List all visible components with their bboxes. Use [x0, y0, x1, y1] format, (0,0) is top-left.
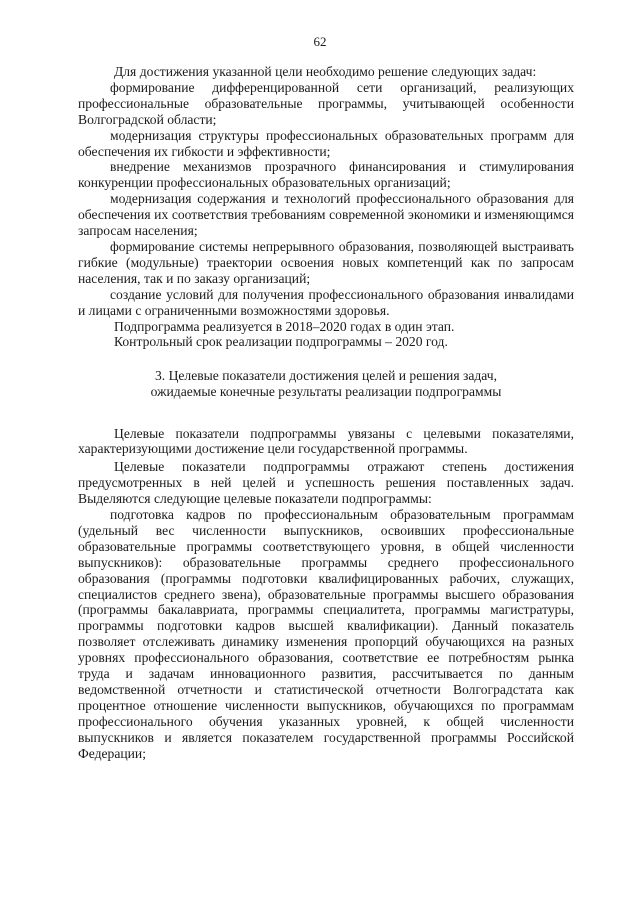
- section-heading-line2: ожидаемые конечные результаты реализации подпрограммы: [150, 383, 502, 399]
- paragraph-indicator-training: подготовка кадров по профессиональным образовательным программам (удельный вес численности выпускников, освоивших профессиональные образовательные программы соответствующего уровня, в общей численности выпускников): образовательные программы среднего профессионального образования (программы подготовки квалифицированных рабочих, служащих, специалистов среднего звена), образовательные программы высшего образования (программы бакалавриата, программы специалитета, программы магистратуры, программы подготовки кадров высшей квалификации). Данный показатель позволяет отслеживать динамику изменения пропорций обучающихся на разных уровнях профессионального образования, соответствие ее потребностям рынка труда и задачам инновационного развития, рассчитывается по данным ведомственной отчетности и статистической отчетности Волгоградстата как процентное отношение численности выпускников, обучающихся по программам профессионального обучения указанных уровней, к общей численности выпускников и является показателем государственной программы Российской Федерации;: [78, 507, 574, 761]
- section-heading: [78, 368, 574, 399]
- section-heading-line1: 3. Целевые показатели достижения целей и решения задач,: [154, 368, 498, 384]
- task-item: модернизация структуры профессиональных образовательных программ для обеспечения их гибкости и эффективности;: [78, 127, 574, 159]
- paragraph-deadline: Контрольный срок реализации подпрограммы – 2020 год.: [114, 334, 448, 350]
- task-item: внедрение механизмов прозрачного финансирования и стимулирования конкуренции профессиональных образовательных организаций;: [78, 159, 574, 191]
- paragraph-intro: Для достижения указанной цели необходимо решение следующих задач:: [114, 64, 537, 79]
- task-item: создание условий для получения профессионального образования инвалидами и лицами с ограниченными возможностями здоровья.: [78, 286, 574, 318]
- task-item: формирование системы непрерывного образования, позволяющей выстраивать гибкие (модульные) траектории освоения новых компетенций как по запросам населения, так и по заказу организаций;: [78, 238, 574, 286]
- task-item: формирование дифференцированной сети организаций, реализующих профессиональные образовательные программы, учитывающей особенности Волгоградской области;: [78, 79, 574, 127]
- paragraph-period: Подпрограмма реализуется в 2018–2020 годах в один этап.: [114, 318, 455, 334]
- paragraph-indicators-link: Целевые показатели подпрограммы увязаны с целевыми показателями, характеризующими достижение цели государственной программы.: [78, 425, 574, 457]
- page-number: 62: [313, 34, 327, 49]
- task-item: модернизация содержания и технологий профессионального образования для обеспечения их соответствия требованиям современной экономики и изменяющимся запросам населения;: [78, 191, 574, 239]
- paragraph-indicators-reflect: Целевые показатели подпрограммы отражают степень достижения предусмотренных в ней целей и успешность решения поставленных задач. Выделяются следующие целевые показатели подпрограммы:: [78, 459, 574, 507]
- document-body: [78, 64, 574, 762]
